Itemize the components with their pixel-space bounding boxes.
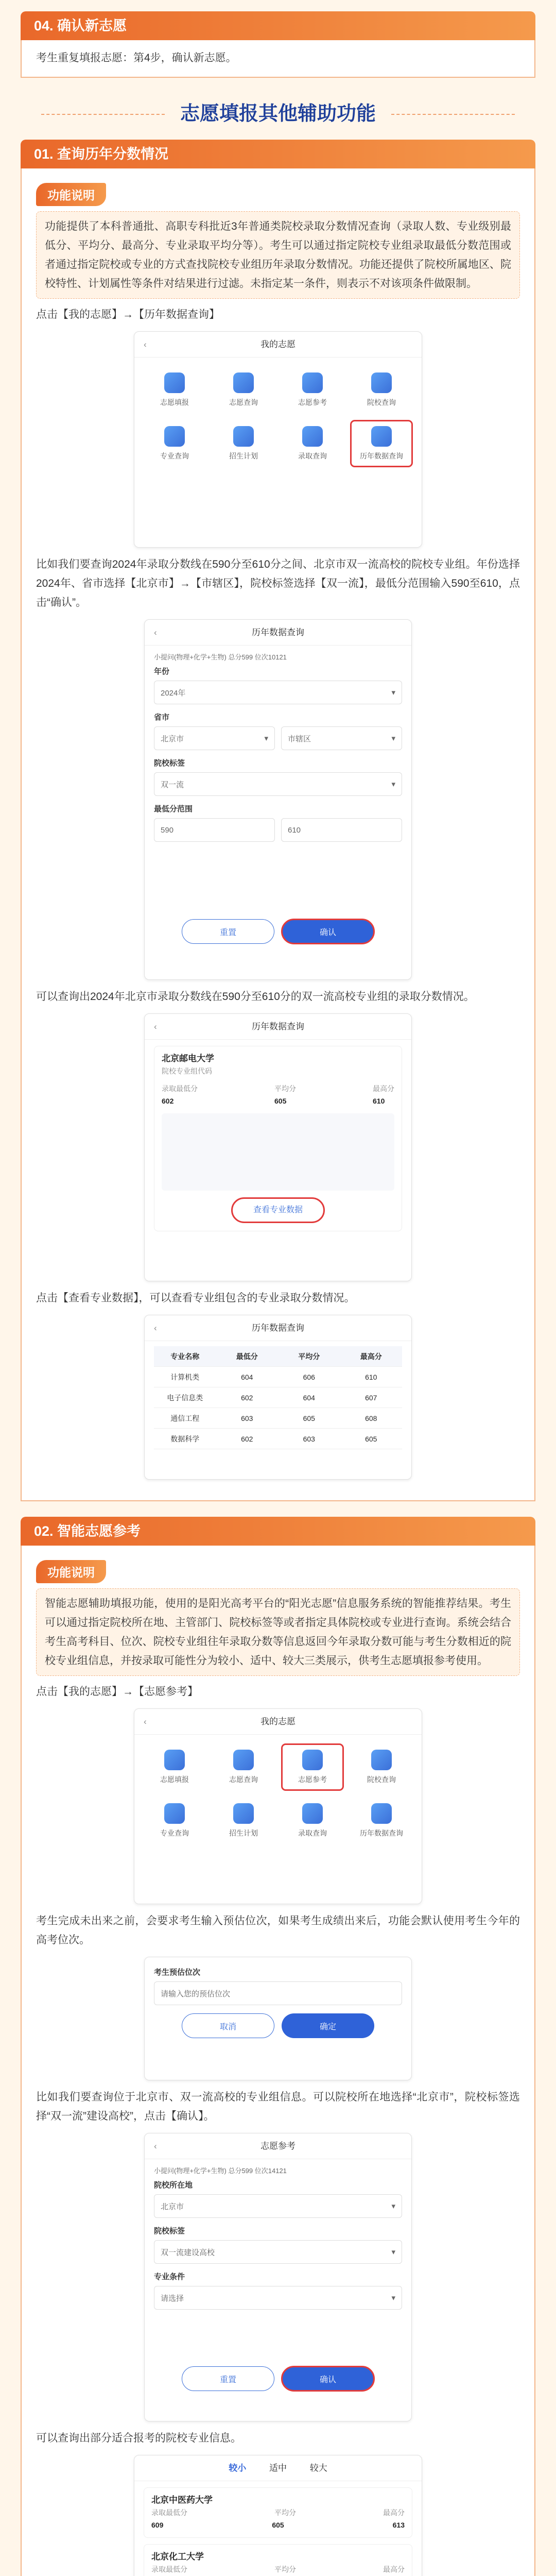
part1-result: 可以查询出2024年北京市录取分数线在590分至610分的双一流高校专业组的录取分数情况。 bbox=[36, 991, 475, 1003]
tile-volunteer-reference[interactable]: 志愿参考 bbox=[282, 1744, 343, 1790]
tile-6[interactable]: 录取查询 bbox=[282, 420, 343, 467]
back-icon[interactable]: ‹ bbox=[154, 1022, 157, 1031]
back-icon[interactable]: ‹ bbox=[154, 1323, 157, 1333]
section-heading-tools: 志愿填报其他辅助功能 bbox=[21, 88, 535, 140]
tag-select[interactable]: 双一流 ▾ bbox=[154, 772, 402, 796]
app-icon bbox=[164, 1803, 185, 1824]
score-min-input[interactable]: 590 bbox=[154, 818, 275, 842]
result-item[interactable]: 北京中医药大学 录取最低分 平均分 最高分 609 605 613 bbox=[144, 2487, 412, 2538]
modal-ok-button[interactable]: 确定 bbox=[282, 2013, 374, 2038]
tile-5[interactable]: 招生计划 bbox=[213, 420, 274, 467]
result-card: 北京邮电大学 院校专业组代码 录取最低分 602 平均分 605 最高分 610 查看专业数据 bbox=[154, 1046, 402, 1231]
part2-desc: 智能志愿辅助填报功能，使用的是阳光高考平台的“阳光志愿”信息服务系统的智能推荐结果。考生可以通过指定院校所在地、主管部门、院校标签等或者指定具体院校或专业进行查询。系统会结合考生高考科目、位次、院校专业组往年录取分数等信息返回今年录取分数可能与考生分数相近的院校专业组信息，并按录取可能性分为较小、适中、较大三类展示，供考生志愿填报参考使用。 bbox=[45, 1598, 511, 1667]
chevron-down-icon: ▾ bbox=[391, 688, 395, 697]
app-icon bbox=[233, 426, 254, 447]
chevron-down-icon: ▾ bbox=[391, 2202, 395, 2211]
tile-7[interactable]: 历年数据查询 bbox=[351, 1798, 412, 1844]
app-icon bbox=[164, 1750, 185, 1770]
province-select[interactable]: 北京市 ▾ bbox=[154, 726, 275, 750]
chevron-down-icon: ▾ bbox=[264, 734, 268, 743]
app-icon bbox=[164, 426, 185, 447]
ref-tag-select[interactable]: 双一流建设高校 ▾ bbox=[154, 2240, 402, 2264]
part1-tag: 功能说明 bbox=[36, 183, 106, 206]
confirm-button[interactable]: 确认 bbox=[282, 919, 374, 944]
major-table-screenshot: ‹ 历年数据查询 专业名称 最低分 平均分 最高分 计算机类 604 606 610 电子信息类 602 604 607 通信工程 603 605 608 数据科学 602 603 605 bbox=[144, 1315, 412, 1480]
tile-2[interactable]: 志愿参考 bbox=[282, 367, 343, 413]
reference-form-screenshot: ‹ 志愿参考 小提问(物理+化学+生物) 总分599 位次14121 院校所在地 北京市 ▾ 院校标签 双一流建设高校 ▾ 专业条件 请选择 ▾ 重置 确认 bbox=[144, 2133, 412, 2421]
part1-desc: 功能提供了本科普通批、高职专科批近3年普通类院校录取分数情况查询（录取人数、专业级别最低分、平均分、最高分、专业录取平均分等）。考生可以通过指定院校专业组录取最低分数范围或者通过指定院校或专业的方式查找院校专业组历年录取分数情况。功能还提供了院校所属地区、院校特性、计划属性等条件对结果进行过滤。未指定某一条件，则表示不对该项条件做限制。 bbox=[45, 221, 511, 290]
app-icon bbox=[371, 1750, 392, 1770]
year-select[interactable]: 2024年 ▾ bbox=[154, 681, 402, 704]
city-select[interactable]: 市辖区 ▾ bbox=[281, 726, 402, 750]
tile-1[interactable]: 志愿查询 bbox=[213, 367, 274, 413]
tile-3[interactable]: 院校查询 bbox=[351, 1744, 412, 1790]
app-icon bbox=[164, 372, 185, 393]
part1-title: 01. 查询历年分数情况 bbox=[21, 140, 535, 168]
modal-cancel-button[interactable]: 取消 bbox=[182, 2013, 274, 2038]
app-icon bbox=[233, 1803, 254, 1824]
rank-input[interactable]: 请输入您的预估位次 bbox=[154, 1981, 402, 2005]
part1-example: 比如我们要查询2024年录取分数线在590分至610分之间、北京市双一流高校的院校专业组。年份选择2024年、省市选择【北京市】→【市辖区】，院校标签选择【双一流】，最低分范围输入590至610，点击“确认”。 bbox=[36, 558, 520, 608]
part2-modal-text: 考生完成未出来之前，会要求考生输入预估位次，如果考生成绩出来后，功能会默认使用考生今年的高考位次。 bbox=[36, 1915, 520, 1946]
tile-1[interactable]: 志愿查询 bbox=[213, 1744, 274, 1790]
result-item[interactable]: 北京化工大学 录取最低分 平均分 最高分 bbox=[144, 2544, 412, 2576]
tile-6[interactable]: 录取查询 bbox=[282, 1798, 343, 1844]
major-select[interactable]: 请选择 ▾ bbox=[154, 2286, 402, 2310]
history-form-screenshot: ‹ 历年数据查询 小提问(物理+化学+生物) 总分599 位次10121 年份 2024年 ▾ 省市 北京市 ▾ 市辖区 ▾ 院校标签 双一流 ▾ 最低分范围 590 610 重置 确认 bbox=[144, 619, 412, 980]
part1-click: 点击【我的志愿】→【历年数据查询】 bbox=[36, 309, 220, 320]
back-icon[interactable]: ‹ bbox=[154, 2141, 157, 2151]
tile-4[interactable]: 专业查询 bbox=[144, 1798, 205, 1844]
tile-0[interactable]: 志愿填报 bbox=[144, 367, 205, 413]
back-icon[interactable]: ‹ bbox=[144, 340, 147, 349]
app-icon bbox=[302, 1750, 323, 1770]
tab-large[interactable]: 较大 bbox=[309, 2463, 327, 2473]
location-select[interactable]: 北京市 ▾ bbox=[154, 2194, 402, 2218]
back-icon[interactable]: ‹ bbox=[154, 628, 157, 637]
tile-5[interactable]: 招生计划 bbox=[213, 1798, 274, 1844]
step4-text: 考生重复填报志愿：第4步，确认新志愿。 bbox=[36, 52, 237, 64]
app-icon bbox=[302, 1803, 323, 1824]
app-icon bbox=[371, 426, 392, 447]
rank-modal-screenshot: 考生预估位次 请输入您的预估位次 取消 确定 bbox=[144, 1957, 412, 2080]
menu-screenshot: ‹ 我的志愿 志愿填报 志愿查询 志愿参考 院校查询 专业查询 招生计划 录取查询 历年数据查询 bbox=[134, 331, 422, 548]
part2-result: 可以查询出部分适合报考的院校专业信息。 bbox=[36, 2432, 241, 2444]
tile-0[interactable]: 志愿填报 bbox=[144, 1744, 205, 1790]
chevron-down-icon: ▾ bbox=[391, 2294, 395, 2302]
back-icon[interactable]: ‹ bbox=[144, 1717, 147, 1726]
part2-tag: 功能说明 bbox=[36, 1560, 106, 1583]
reference-result-screenshot bbox=[134, 2455, 422, 2576]
part1-detail: 点击【查看专业数据】，可以查看专业组包含的专业录取分数情况。 bbox=[36, 1292, 355, 1304]
chevron-down-icon: ▾ bbox=[391, 734, 395, 743]
tile-history-query[interactable]: 历年数据查询 bbox=[351, 420, 412, 467]
app-icon bbox=[371, 1803, 392, 1824]
history-result-screenshot: ‹ 历年数据查询 北京邮电大学 院校专业组代码 录取最低分 602 平均分 605 最高分 610 查看专业数据 bbox=[144, 1013, 412, 1281]
view-major-data-button[interactable]: 查看专业数据 bbox=[232, 1198, 324, 1223]
tab-small[interactable]: 较小 bbox=[229, 2463, 247, 2473]
tile-3[interactable]: 院校查询 bbox=[351, 367, 412, 413]
menu-screenshot-2: ‹ 我的志愿 志愿填报 志愿查询 志愿参考 院校查询 专业查询 招生计划 录取查询 历年数据查询 bbox=[134, 1708, 422, 1904]
confirm-button[interactable]: 确认 bbox=[282, 2366, 374, 2391]
part2-example: 比如我们要查询位于北京市、双一流高校的专业组信息。可以院校所在地选择“北京市”，院校标签选择“双一流”建设高校”，点击【确认】。 bbox=[36, 2091, 520, 2122]
part2-click: 点击【我的志愿】→【志愿参考】 bbox=[36, 1686, 198, 1698]
app-icon bbox=[302, 426, 323, 447]
app-icon bbox=[233, 372, 254, 393]
chevron-down-icon: ▾ bbox=[391, 2248, 395, 2257]
tile-4[interactable]: 专业查询 bbox=[144, 420, 205, 467]
chevron-down-icon: ▾ bbox=[391, 780, 395, 789]
app-icon bbox=[371, 372, 392, 393]
part2-title: 02. 智能志愿参考 bbox=[21, 1517, 535, 1546]
reset-button[interactable]: 重置 bbox=[182, 2366, 274, 2391]
step4-title: 04. 确认新志愿 bbox=[21, 11, 535, 40]
score-max-input[interactable]: 610 bbox=[281, 818, 402, 842]
tab-medium[interactable]: 适中 bbox=[269, 2463, 287, 2473]
reset-button[interactable]: 重置 bbox=[182, 919, 274, 944]
app-icon bbox=[302, 372, 323, 393]
app-icon bbox=[233, 1750, 254, 1770]
